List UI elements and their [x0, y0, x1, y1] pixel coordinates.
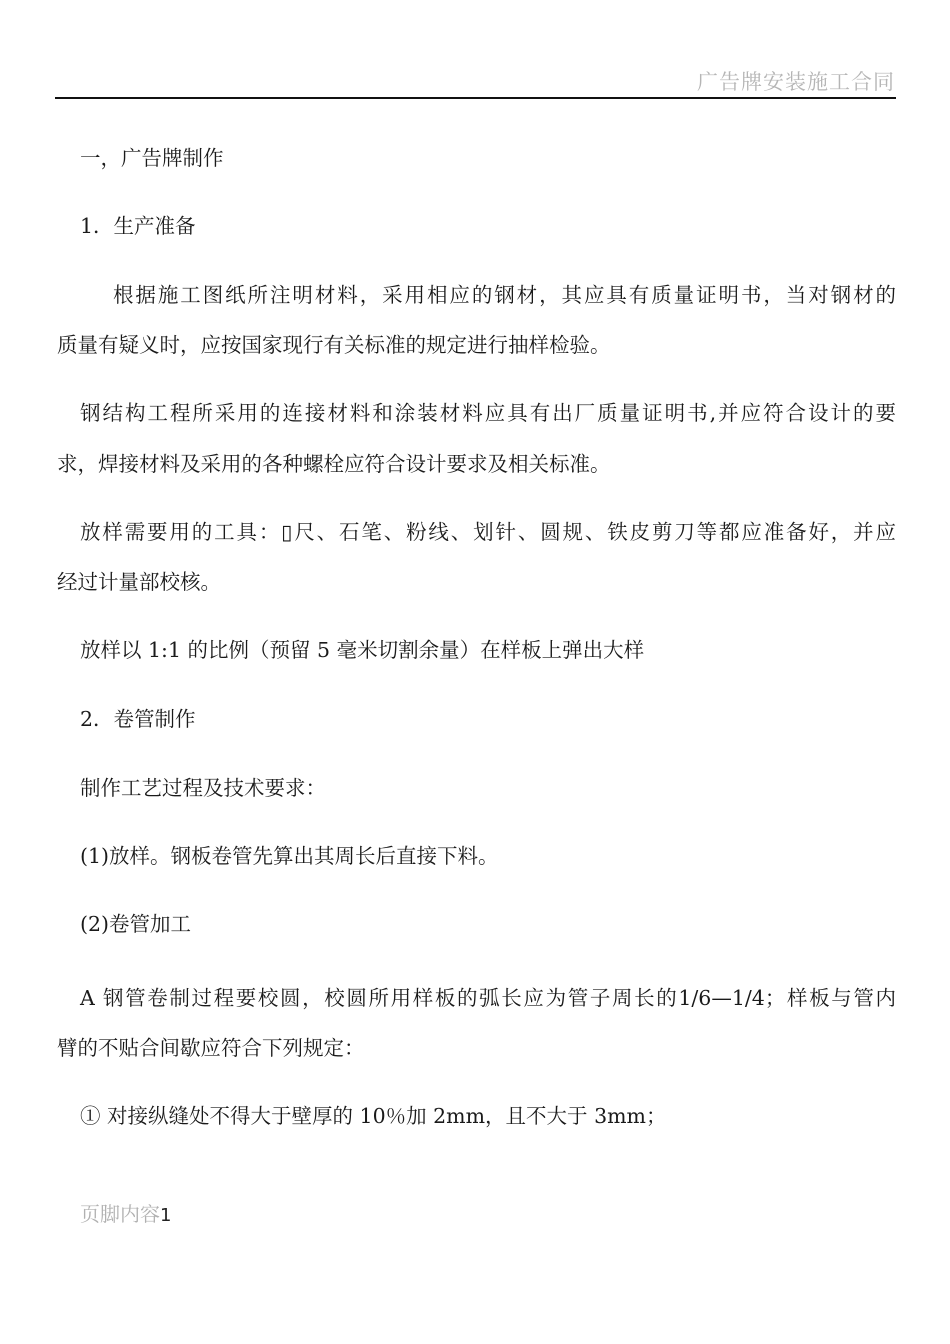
- paragraph-4: 放样以 1:1 的比例（预留 5 毫米切割余量）在样板上弹出大样: [80, 638, 645, 662]
- paragraph-3-line-1: 放样需要用的工具：▯尺、石笔、粉线、划针、圆规、铁皮剪刀等都应准备好，并应: [80, 520, 896, 544]
- paragraph-1-line-2: 质量有疑义时，应按国家现行有关标准的规定进行抽样检验。: [57, 333, 611, 357]
- footer-label: 页脚内容: [80, 1202, 160, 1226]
- paragraph-8-line-2: 臂的不贴合间歇应符合下列规定：: [57, 1036, 365, 1060]
- header-divider: [55, 97, 896, 99]
- subsection-heading-1: 1．生产准备: [80, 214, 196, 238]
- paragraph-2-line-2: 求，焊接材料及采用的各种螺栓应符合设计要求及相关标准。: [57, 452, 611, 476]
- running-header-title: 广告牌安装施工合同: [697, 70, 895, 94]
- paragraph-5: 制作工艺过程及技术要求：: [80, 776, 326, 800]
- paragraph-6: (1)放样。钢板卷管先算出其周长后直接下料。: [80, 844, 499, 868]
- paragraph-7: (2)卷管加工: [80, 912, 192, 936]
- section-heading-1: 一，广告牌制作: [80, 146, 224, 170]
- subsection-heading-2: 2．卷管制作: [80, 707, 196, 731]
- paragraph-8-line-1: A 钢管卷制过程要校圆，校圆所用样板的弧长应为管子周长的1/6—1/4；样板与管内: [80, 986, 896, 1010]
- paragraph-1-line-1: 根据施工图纸所注明材料，采用相应的钢材，其应具有质量证明书，当对钢材的: [113, 283, 896, 307]
- page-number: 1: [160, 1205, 172, 1226]
- page-footer: [80, 1198, 171, 1227]
- paragraph-2-line-1: 钢结构工程所采用的连接材料和涂装材料应具有出厂质量证明书,并应符合设计的要: [80, 401, 896, 425]
- paragraph-9: ① 对接纵缝处不得大于壁厚的 10％加 2mm，且不大于 3mm；: [80, 1104, 667, 1128]
- paragraph-3-line-2: 经过计量部校核。: [57, 570, 221, 594]
